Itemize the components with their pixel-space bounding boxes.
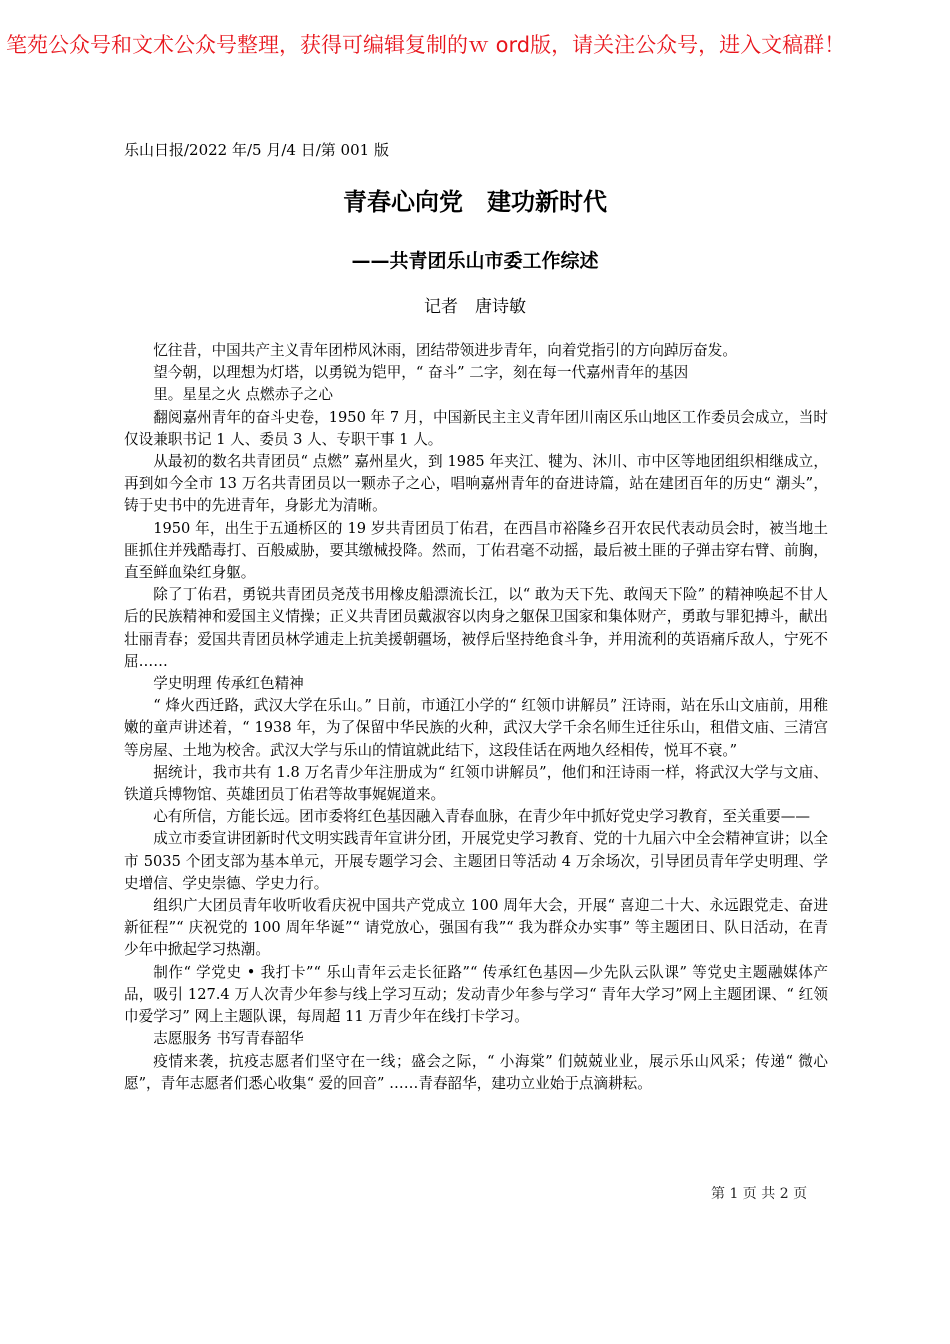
section-heading: 学史明理 传承红色精神 (153, 675, 304, 693)
promo-banner: 笔苑公众号和文术公众号整理，获得可编辑复制的ｗ ord版，请关注公众号，进入文稿群！ (6, 33, 846, 57)
paragraph: 据统计，我市共有 1.8 万名青少年注册成为“ 红领巾讲解员”，他们和汪诗雨一样，将武汉大学与文庙、铁道兵博物馆、英雄团员丁佑君等故事娓娓道来。 (124, 763, 828, 804)
paragraph: 从最初的数名共青团员“ 点燃” 嘉州星火，到 1985 年夹江、犍为、沐川、市中区等地团组织相继成立，再到如今全市 13 万名共青团员以一颗赤子之心，唱响嘉州青年的奋进诗篇，站在建团百年的历史“ 潮头”，铸于史书中的先进青年，身影尤为清晰。 (124, 453, 828, 515)
byline: 记者 唐诗敏 (424, 297, 526, 317)
paragraph: “ 烽火西迁路，武汉大学在乐山。” 日前，市通江小学的“ 红领巾讲解员” 汪诗雨，站在乐山文庙前，用稚嫩的童声讲述着，“ 1938 年，为了保留中华民族的火种，武汉大学千余名师生迁往乐山，租借文庙、三清宫等房屋、土地为校舍。武汉大学与乐山的情谊就此结下，这段佳话在两地久经相传，悦耳不衰。” (124, 697, 828, 759)
paragraph: 忆往昔，中国共产主义青年团栉风沐雨，团结带领进步青年，向着党指引的方向踔厉奋发。 (153, 342, 737, 359)
paragraph: 望今朝，以理想为灯塔，以勇锐为铠甲，“ 奋斗” 二字，刻在每一代嘉州青年的基因 (153, 364, 689, 382)
article-title: 青春心向党 建功新时代 (343, 188, 607, 216)
article-body (124, 340, 828, 1095)
paragraph: 组织广大团员青年收听收看庆祝中国共产党成立 100 周年大会，开展“ 喜迎二十大、永远跟党走、奋进新征程”“ 庆祝党的 100 周年华诞”“ 请党放心，强国有我”“ 我为群众办实事” 等主题团日、队日活动，在青少年中掀起学习热潮。 (124, 897, 828, 959)
paragraph: 1950 年，出生于五通桥区的 19 岁共青团员丁佑君，在西昌市裕隆乡召开农民代表动员会时，被当地土匪抓住并残酷毒打、百般威胁，要其缴械投降。然而，丁佑君毫不动摇，最后被土匪的子弹击穿右臂、前胸，直至鲜血染红身躯。 (124, 519, 828, 582)
paragraph: 成立市委宣讲团新时代文明实践青年宣讲分团，开展党史学习教育、党的十九届六中全会精神宣讲；以全市 5035 个团支部为基本单元，开展专题学习会、主题团日等活动 4 万余场次，引导团员青年学史明理、学史增信、学史崇德、学史力行。 (124, 830, 828, 892)
paragraph: 疫情来袭，抗疫志愿者们坚守在一线；盛会之际，“ 小海棠” 们兢兢业业，展示乐山风采；传递“ 微心愿”，青年志愿者们悉心收集“ 爱的回音” ……青春韶华，建功立业始于点滴耕耘。 (124, 1052, 828, 1092)
paragraph: 翻阅嘉州青年的奋斗史卷，1950 年 7 月，中国新民主主义青年团川南区乐山地区工作委员会成立，当时仅设兼职书记 1 人、委员 3 人、专职干事 1 人。 (124, 408, 828, 448)
paragraph: 制作“ 学党史 • 我打卡”“ 乐山青年云走长征路”“ 传承红色基因—少先队云队课” 等党史主题融媒体产品，吸引 127.4 万人次青少年参与线上学习互动；发动青少年参与学习“ 青年大学习”网上主题团课、“ 红领巾爱学习” 网上主题队课，每周超 11 万青少年在线打卡学习。 (124, 963, 828, 1026)
article-subtitle: ——共青团乐山市委工作综述 (351, 250, 599, 272)
paragraph: 除了丁佑君，勇锐共青团员尧茂书用橡皮船漂流长江，以“ 敢为天下先、敢闯天下险” 的精神唤起不甘人后的民族精神和爱国主义情操；正义共青团员戴淑容以肉身之躯保卫国家和集体财产，勇敢与罪犯搏斗，献出壮丽青春；爱国共青团员林学逋走上抗美援朝疆场，被俘后坚持绝食斗争，并用流利的英语痛斥敌人，宁死不屈…… (124, 586, 828, 670)
source-line: 乐山日报/2022 年/5 月/4 日/第 001 版 (124, 141, 389, 159)
paragraph: 心有所信，方能长远。团市委将红色基因融入青春血脉，在青少年中抓好党史学习教育，至关重要—— (153, 808, 810, 826)
section-heading: 志愿服务 书写青春韶华 (153, 1030, 304, 1048)
page-indicator: 第 1 页 共 2 页 (711, 1186, 808, 1202)
section-heading: 里。星星之火 点燃赤子之心 (153, 386, 333, 404)
